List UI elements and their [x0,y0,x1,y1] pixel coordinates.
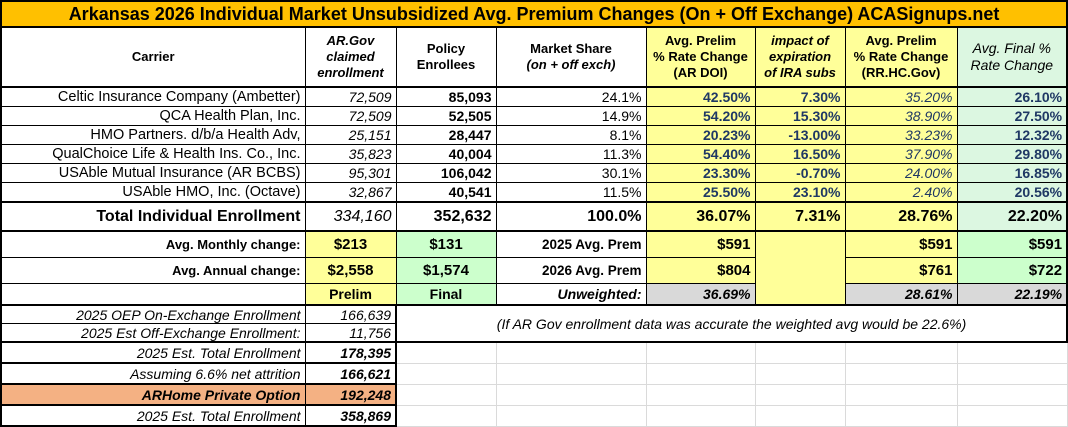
bottom-row [1,342,1067,363]
ardoi-rate-cell[interactable]: 25.50% [646,183,755,203]
claimed-enrollment-cell[interactable]: 25,151 [305,126,396,145]
empty-cell [396,405,496,426]
rr-line2: % Rate Change [853,48,949,64]
bottom-value-cell[interactable]: 178,395 [305,342,396,363]
bottom-row [1,305,1067,324]
carrier-name-cell[interactable]: QualChoice Life & Health Ins. Co., Inc. [1,145,305,164]
unweighted-final-cell[interactable]: 22.19% [957,284,1067,306]
ardoi-rate-cell[interactable]: 20.23% [646,126,755,145]
prem-2025-label-cell[interactable]: 2025 Avg. Prem [496,231,646,258]
unweighted-rrhcgov-cell[interactable]: 28.61% [845,284,957,306]
empty-cell [396,363,496,384]
header-row [1,27,1067,87]
final-rate-cell[interactable]: 26.10% [957,87,1067,107]
prem-2026-label-cell[interactable]: 2026 Avg. Prem [496,258,646,284]
empty-cell [396,342,496,363]
unweighted-label-cell[interactable]: Unweighted: [496,284,646,306]
empty-cell [496,342,646,363]
carrier-row [1,164,1067,183]
rr-line3: (RR.HC.Gov) [861,65,941,81]
rrhcgov-rate-cell[interactable]: 24.00% [845,164,957,183]
final-rate-cell[interactable]: 29.80% [957,145,1067,164]
bottom-label-cell[interactable]: 2025 Est. Total Enrollment [1,405,305,426]
total-rrhcgov-cell[interactable]: 28.76% [845,202,957,231]
final-line1: Avg. Final % [972,39,1051,56]
market-share-cell[interactable]: 11.5% [496,183,646,203]
bottom-label-cell[interactable]: Assuming 6.6% net attrition [1,363,305,384]
weighted-avg-note[interactable]: (If AR Gov enrollment data was accurate the weighted avg would be 22.6%) [396,305,1067,342]
unweighted-ardoi-cell[interactable]: 36.69% [646,284,755,306]
annual-prelim-cell[interactable]: $2,558 [305,258,396,284]
prelim-label-cell[interactable]: Prelim [305,284,396,306]
market-share-cell[interactable]: 30.1% [496,164,646,183]
prem-2026-ardoi-cell[interactable]: $804 [646,258,755,284]
market-share-cell[interactable]: 11.3% [496,145,646,164]
ardoi-rate-cell[interactable]: 54.40% [646,145,755,164]
empty-cell [646,384,755,405]
bottom-value-cell[interactable]: 358,869 [305,405,396,426]
carrier-name-cell[interactable]: USAble HMO, Inc. (Octave) [1,183,305,203]
col-header-prelim-ardoi[interactable] [646,27,755,87]
empty-cell [755,405,845,426]
ardoi-line3: (AR DOI) [673,65,728,81]
total-share-cell[interactable]: 100.0% [496,202,646,231]
empty-cell [845,342,957,363]
ardoi-line1: Avg. Prelim [664,32,737,48]
empty-cell [646,405,755,426]
carrier-name-cell[interactable]: HMO Partners. d/b/a Health Adv, [1,126,305,145]
carrier-row [1,126,1067,145]
rrhcgov-rate-cell[interactable]: 35.20% [845,87,957,107]
ira-impact-cell[interactable]: 16.50% [755,145,845,164]
claimed-enrollment-cell[interactable]: 72,509 [305,87,396,107]
claimed-enrollment-cell[interactable]: 72,509 [305,107,396,126]
carrier-row [1,183,1067,203]
claimed-enrollment-cell[interactable]: 32,867 [305,183,396,203]
policy-enrollees-cell[interactable]: 40,004 [396,145,496,164]
final-rate-cell[interactable]: 12.32% [957,126,1067,145]
empty-cell [755,384,845,405]
prem-2026-rrhcgov-cell[interactable]: $761 [845,258,957,284]
final-rate-cell[interactable]: 16.85% [957,164,1067,183]
ira-line3: of IRA subs [764,65,836,81]
empty-cell [396,384,496,405]
bottom-value-cell[interactable]: 166,621 [305,363,396,384]
bottom-row [1,363,1067,384]
empty-cell [957,384,1067,405]
empty-cell [957,342,1067,363]
carrier-name-cell[interactable]: USAble Mutual Insurance (AR BCBS) [1,164,305,183]
total-row [1,202,1067,231]
col-header-final-rate-change[interactable] [957,27,1067,87]
col-header-policy-enrollees[interactable]: Policy Enrollees [396,27,496,87]
avg-monthly-label-cell[interactable]: Avg. Monthly change: [1,231,305,258]
bottom-label-cell[interactable]: 2025 Est Off-Exchange Enrollment: [1,324,305,343]
policy-enrollees-cell[interactable]: 52,505 [396,107,496,126]
market-share-cell[interactable]: 24.1% [496,87,646,107]
unweighted-row [1,284,1067,306]
total-claimed-cell[interactable]: 334,160 [305,202,396,231]
empty-cell [496,363,646,384]
page-title: Arkansas 2026 Individual Market Unsubsidized Avg. Premium Changes (On + Off Exchange) ACASignups.net [1,1,1067,27]
final-rate-cell[interactable]: 27.50% [957,107,1067,126]
ardoi-rate-cell[interactable]: 42.50% [646,87,755,107]
annual-final-cell[interactable]: $1,574 [396,258,496,284]
rrhcgov-rate-cell[interactable]: 38.90% [845,107,957,126]
rrhcgov-rate-cell[interactable]: 33.23% [845,126,957,145]
policy-enrollees-cell[interactable]: 85,093 [396,87,496,107]
bottom-label-cell[interactable]: 2025 Est. Total Enrollment [1,342,305,363]
empty-cell [646,342,755,363]
carrier-name-cell[interactable]: QCA Health Plan, Inc. [1,107,305,126]
monthly-prelim-cell[interactable]: $213 [305,231,396,258]
ira-impact-cell[interactable]: 23.10% [755,183,845,203]
ira-impact-cell[interactable]: -0.70% [755,164,845,183]
col-header-carrier[interactable]: Carrier [1,27,305,87]
avg-annual-row [1,258,1067,284]
ardoi-rate-cell[interactable]: 54.20% [646,107,755,126]
empty-cell [845,405,957,426]
empty-cell [957,363,1067,384]
monthly-final-cell[interactable]: $131 [396,231,496,258]
rr-line1: Avg. Prelim [865,32,937,48]
ira-impact-cell[interactable]: 15.30% [755,107,845,126]
market-share-subtitle: (on + off exch) [526,57,616,72]
empty-cell [845,384,957,405]
arhome-row [1,384,1067,405]
total-ardoi-cell[interactable]: 36.07% [646,202,755,231]
prem-2025-final-cell[interactable]: $591 [957,231,1067,258]
col-header-prelim-rrhcgov[interactable] [845,27,957,87]
avg-monthly-row [1,231,1067,258]
empty-cell [755,363,845,384]
arhome-label-cell[interactable]: ARHome Private Option [1,384,305,405]
arhome-value-cell[interactable]: 192,248 [305,384,396,405]
empty-cell [496,405,646,426]
ardoi-line2: % Rate Change [653,48,748,64]
policy-enrollees-cell[interactable]: 40,541 [396,183,496,203]
final-rate-cell[interactable]: 20.56% [957,183,1067,203]
market-share-cell[interactable]: 14.9% [496,107,646,126]
empty-cell [845,363,957,384]
ira-impact-cell[interactable]: 7.30% [755,87,845,107]
empty-cell [755,342,845,363]
empty-cell [646,363,755,384]
empty-cell [957,405,1067,426]
total-ira-cell[interactable]: 7.31% [755,202,845,231]
total-enrollees-cell[interactable]: 352,632 [396,202,496,231]
ira-merged-empty-cell[interactable] [755,231,845,305]
carrier-row [1,87,1067,107]
carrier-row [1,145,1067,164]
bottom-value-cell[interactable]: 166,639 [305,305,396,324]
policy-enrollees-cell[interactable]: 28,447 [396,126,496,145]
prem-2025-rrhcgov-cell[interactable]: $591 [845,231,957,258]
carrier-row [1,107,1067,126]
market-share-title: Market Share [530,40,612,56]
blank-cell[interactable] [1,284,305,306]
col-header-ira-impact[interactable] [755,27,845,87]
final-line2: Rate Change [970,57,1054,73]
prem-2026-final-cell[interactable]: $722 [957,258,1067,284]
col-header-market-share[interactable] [496,27,646,87]
final-label-cell[interactable]: Final [396,284,496,306]
col-header-argov-enrollment[interactable]: AR.Gov claimed enrollment [305,27,396,87]
rrhcgov-rate-cell[interactable]: 37.90% [845,145,957,164]
bottom-row [1,405,1067,426]
rrhcgov-rate-cell[interactable]: 2.40% [845,183,957,203]
empty-cell [496,384,646,405]
claimed-enrollment-cell[interactable]: 35,823 [305,145,396,164]
market-share-cell[interactable]: 8.1% [496,126,646,145]
carrier-name-cell[interactable]: Celtic Insurance Company (Ambetter) [1,87,305,107]
bottom-value-cell[interactable]: 11,756 [305,324,396,343]
claimed-enrollment-cell[interactable]: 95,301 [305,164,396,183]
policy-enrollees-cell[interactable]: 106,042 [396,164,496,183]
ardoi-rate-cell[interactable]: 23.30% [646,164,755,183]
total-final-cell[interactable]: 22.20% [957,202,1067,231]
avg-annual-label-cell[interactable]: Avg. Annual change: [1,258,305,284]
total-label-cell[interactable]: Total Individual Enrollment [1,202,305,231]
prem-2025-ardoi-cell[interactable]: $591 [646,231,755,258]
ira-line2: expiration [768,48,832,64]
bottom-label-cell[interactable]: 2025 OEP On-Exchange Enrollment [1,305,305,324]
ira-line1: impact of [771,32,829,48]
ira-impact-cell[interactable]: -13.00% [755,126,845,145]
